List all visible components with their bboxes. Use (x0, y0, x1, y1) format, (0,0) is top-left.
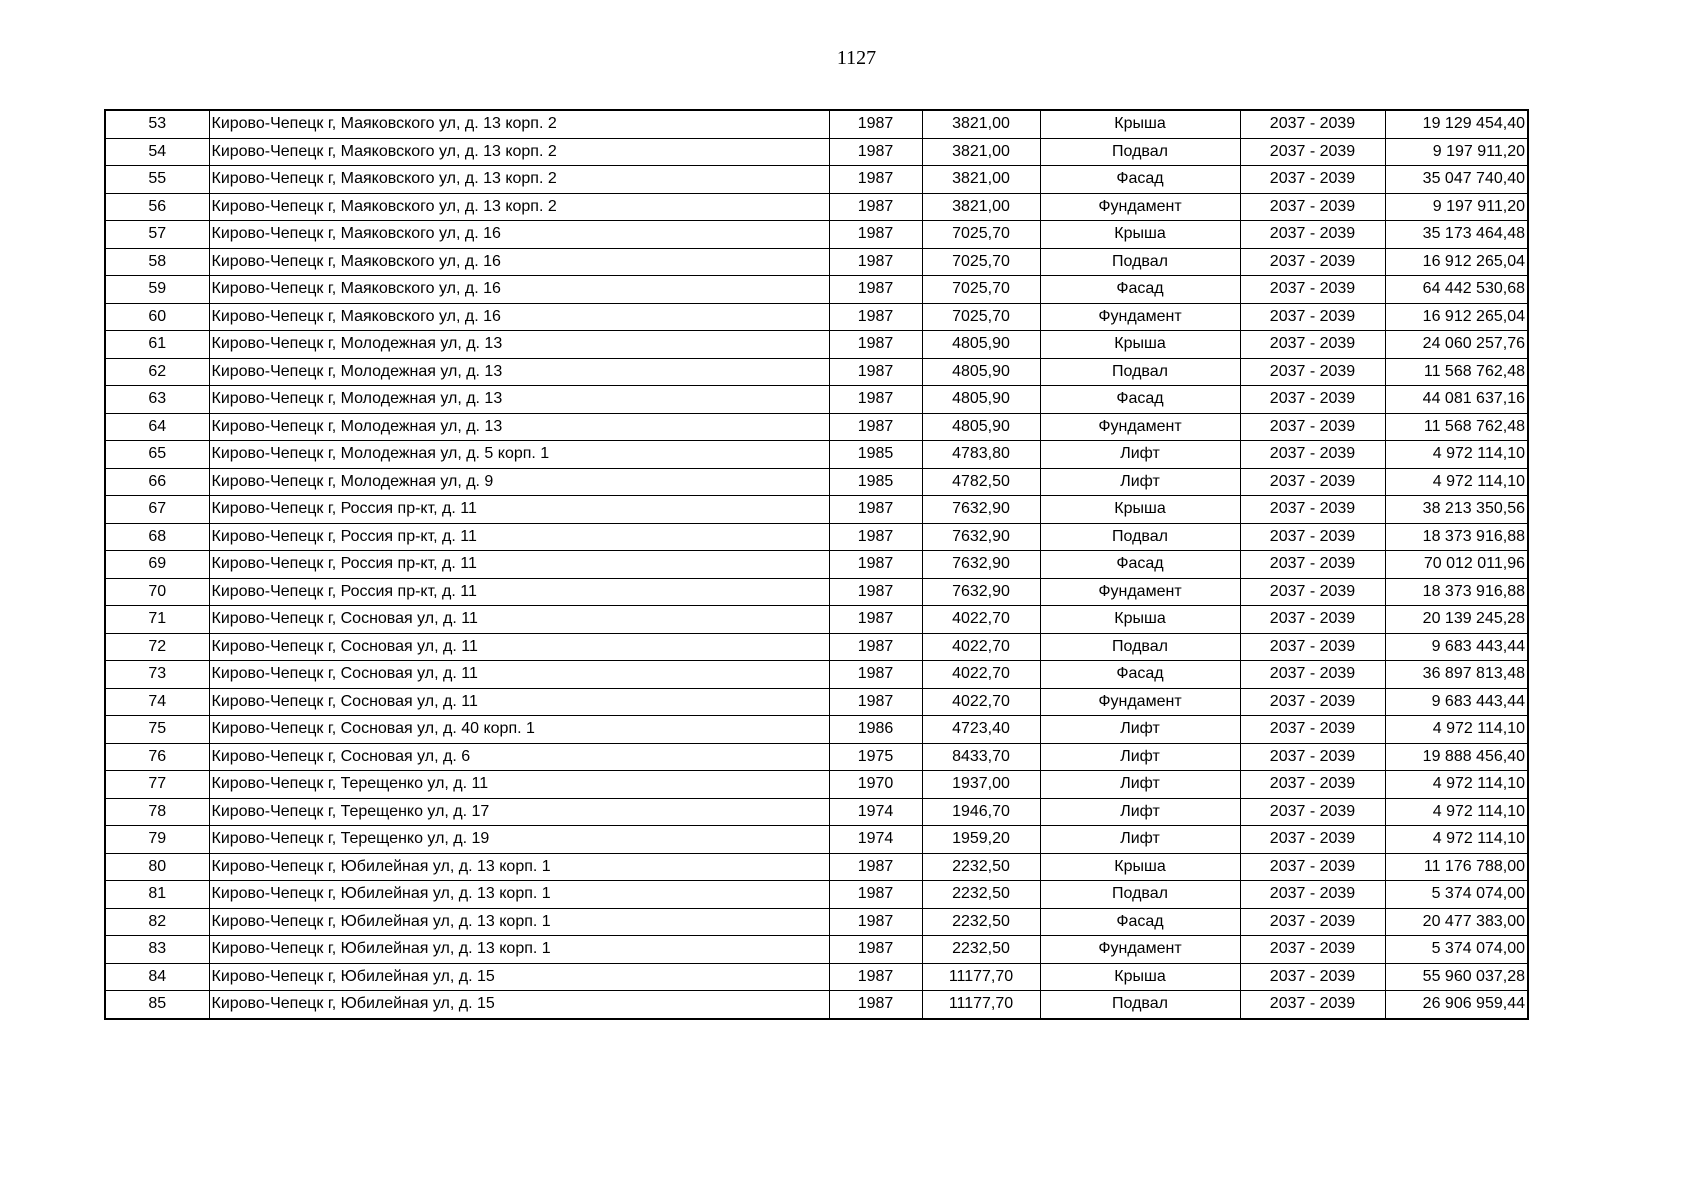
build-year-cell: 1970 (829, 771, 922, 799)
table-row (105, 248, 1528, 276)
build-year-cell: 1987 (829, 578, 922, 606)
row-number-cell: 57 (105, 221, 209, 249)
area-cell: 7632,90 (922, 551, 1040, 579)
area-cell: 3821,00 (922, 193, 1040, 221)
build-year-cell: 1987 (829, 386, 922, 414)
address-cell: Кирово-Чепецк г, Юбилейная ул, д. 15 (209, 963, 829, 991)
address-cell: Кирово-Чепецк г, Сосновая ул, д. 11 (209, 661, 829, 689)
table-row (105, 606, 1528, 634)
cost-cell: 64 442 530,68 (1385, 276, 1528, 304)
work-type-cell: Фасад (1040, 551, 1240, 579)
row-number-cell: 60 (105, 303, 209, 331)
table-row (105, 221, 1528, 249)
cost-cell: 11 176 788,00 (1385, 853, 1528, 881)
address-cell: Кирово-Чепецк г, Сосновая ул, д. 6 (209, 743, 829, 771)
cost-cell: 4 972 114,10 (1385, 771, 1528, 799)
cost-cell: 5 374 074,00 (1385, 881, 1528, 909)
address-cell: Кирово-Чепецк г, Юбилейная ул, д. 15 (209, 991, 829, 1019)
build-year-cell: 1987 (829, 523, 922, 551)
address-cell: Кирово-Чепецк г, Маяковского ул, д. 13 корп. 2 (209, 166, 829, 194)
work-type-cell: Крыша (1040, 331, 1240, 359)
table-row (105, 991, 1528, 1019)
cost-cell: 70 012 011,96 (1385, 551, 1528, 579)
build-year-cell: 1987 (829, 193, 922, 221)
row-number-cell: 83 (105, 936, 209, 964)
area-cell: 7025,70 (922, 248, 1040, 276)
build-year-cell: 1987 (829, 166, 922, 194)
table-row (105, 496, 1528, 524)
area-cell: 4723,40 (922, 716, 1040, 744)
row-number-cell: 81 (105, 881, 209, 909)
table-row (105, 276, 1528, 304)
work-type-cell: Подвал (1040, 633, 1240, 661)
address-cell: Кирово-Чепецк г, Юбилейная ул, д. 13 корп. 1 (209, 881, 829, 909)
row-number-cell: 65 (105, 441, 209, 469)
table-row (105, 413, 1528, 441)
area-cell: 8433,70 (922, 743, 1040, 771)
table-row (105, 138, 1528, 166)
row-number-cell: 75 (105, 716, 209, 744)
area-cell: 3821,00 (922, 110, 1040, 138)
area-cell: 4022,70 (922, 661, 1040, 689)
table-row (105, 523, 1528, 551)
work-type-cell: Крыша (1040, 606, 1240, 634)
address-cell: Кирово-Чепецк г, Россия пр-кт, д. 11 (209, 578, 829, 606)
period-cell: 2037 - 2039 (1240, 386, 1385, 414)
area-cell: 4783,80 (922, 441, 1040, 469)
cost-cell: 19 888 456,40 (1385, 743, 1528, 771)
period-cell: 2037 - 2039 (1240, 771, 1385, 799)
work-type-cell: Лифт (1040, 743, 1240, 771)
build-year-cell: 1987 (829, 633, 922, 661)
table-row (105, 826, 1528, 854)
cost-cell: 26 906 959,44 (1385, 991, 1528, 1019)
period-cell: 2037 - 2039 (1240, 166, 1385, 194)
period-cell: 2037 - 2039 (1240, 523, 1385, 551)
build-year-cell: 1987 (829, 331, 922, 359)
row-number-cell: 63 (105, 386, 209, 414)
build-year-cell: 1987 (829, 551, 922, 579)
work-type-cell: Фасад (1040, 166, 1240, 194)
period-cell: 2037 - 2039 (1240, 688, 1385, 716)
period-cell: 2037 - 2039 (1240, 193, 1385, 221)
address-cell: Кирово-Чепецк г, Терещенко ул, д. 11 (209, 771, 829, 799)
address-cell: Кирово-Чепецк г, Россия пр-кт, д. 11 (209, 551, 829, 579)
area-cell: 4805,90 (922, 331, 1040, 359)
cost-cell: 9 683 443,44 (1385, 688, 1528, 716)
work-type-cell: Фундамент (1040, 413, 1240, 441)
period-cell: 2037 - 2039 (1240, 936, 1385, 964)
build-year-cell: 1987 (829, 358, 922, 386)
area-cell: 7025,70 (922, 276, 1040, 304)
period-cell: 2037 - 2039 (1240, 221, 1385, 249)
cost-cell: 20 139 245,28 (1385, 606, 1528, 634)
table-row (105, 853, 1528, 881)
row-number-cell: 73 (105, 661, 209, 689)
table-row (105, 881, 1528, 909)
build-year-cell: 1987 (829, 606, 922, 634)
cost-cell: 18 373 916,88 (1385, 523, 1528, 551)
area-cell: 2232,50 (922, 936, 1040, 964)
work-type-cell: Фундамент (1040, 303, 1240, 331)
area-cell: 7025,70 (922, 221, 1040, 249)
build-year-cell: 1987 (829, 881, 922, 909)
address-cell: Кирово-Чепецк г, Маяковского ул, д. 13 корп. 2 (209, 193, 829, 221)
build-year-cell: 1987 (829, 248, 922, 276)
row-number-cell: 68 (105, 523, 209, 551)
area-cell: 2232,50 (922, 853, 1040, 881)
area-cell: 2232,50 (922, 881, 1040, 909)
row-number-cell: 58 (105, 248, 209, 276)
work-type-cell: Фундамент (1040, 688, 1240, 716)
address-cell: Кирово-Чепецк г, Россия пр-кт, д. 11 (209, 496, 829, 524)
build-year-cell: 1974 (829, 826, 922, 854)
period-cell: 2037 - 2039 (1240, 606, 1385, 634)
work-type-cell: Лифт (1040, 798, 1240, 826)
area-cell: 1946,70 (922, 798, 1040, 826)
address-cell: Кирово-Чепецк г, Терещенко ул, д. 17 (209, 798, 829, 826)
build-year-cell: 1974 (829, 798, 922, 826)
row-number-cell: 82 (105, 908, 209, 936)
address-cell: Кирово-Чепецк г, Молодежная ул, д. 13 (209, 331, 829, 359)
address-cell: Кирово-Чепецк г, Молодежная ул, д. 9 (209, 468, 829, 496)
address-cell: Кирово-Чепецк г, Терещенко ул, д. 19 (209, 826, 829, 854)
area-cell: 1937,00 (922, 771, 1040, 799)
address-cell: Кирово-Чепецк г, Маяковского ул, д. 16 (209, 248, 829, 276)
address-cell: Кирово-Чепецк г, Юбилейная ул, д. 13 корп. 1 (209, 908, 829, 936)
area-cell: 11177,70 (922, 991, 1040, 1019)
row-number-cell: 62 (105, 358, 209, 386)
cost-cell: 5 374 074,00 (1385, 936, 1528, 964)
build-year-cell: 1987 (829, 221, 922, 249)
period-cell: 2037 - 2039 (1240, 578, 1385, 606)
work-type-cell: Крыша (1040, 110, 1240, 138)
row-number-cell: 66 (105, 468, 209, 496)
build-year-cell: 1987 (829, 853, 922, 881)
repair-schedule-table (104, 109, 1529, 1020)
row-number-cell: 70 (105, 578, 209, 606)
row-number-cell: 56 (105, 193, 209, 221)
build-year-cell: 1987 (829, 496, 922, 524)
address-cell: Кирово-Чепецк г, Маяковского ул, д. 16 (209, 276, 829, 304)
work-type-cell: Лифт (1040, 716, 1240, 744)
row-number-cell: 77 (105, 771, 209, 799)
row-number-cell: 54 (105, 138, 209, 166)
period-cell: 2037 - 2039 (1240, 441, 1385, 469)
table-row (105, 716, 1528, 744)
build-year-cell: 1985 (829, 441, 922, 469)
work-type-cell: Фундамент (1040, 936, 1240, 964)
cost-cell: 44 081 637,16 (1385, 386, 1528, 414)
row-number-cell: 78 (105, 798, 209, 826)
work-type-cell: Фундамент (1040, 193, 1240, 221)
period-cell: 2037 - 2039 (1240, 358, 1385, 386)
period-cell: 2037 - 2039 (1240, 110, 1385, 138)
table-row (105, 963, 1528, 991)
row-number-cell: 79 (105, 826, 209, 854)
cost-cell: 9 197 911,20 (1385, 138, 1528, 166)
page-number: 1127 (836, 47, 877, 69)
table-row (105, 303, 1528, 331)
work-type-cell: Подвал (1040, 358, 1240, 386)
cost-cell: 38 213 350,56 (1385, 496, 1528, 524)
build-year-cell: 1986 (829, 716, 922, 744)
cost-cell: 35 173 464,48 (1385, 221, 1528, 249)
area-cell: 3821,00 (922, 166, 1040, 194)
address-cell: Кирово-Чепецк г, Сосновая ул, д. 40 корп. 1 (209, 716, 829, 744)
work-type-cell: Крыша (1040, 496, 1240, 524)
table-body (105, 110, 1528, 1019)
work-type-cell: Фасад (1040, 661, 1240, 689)
address-cell: Кирово-Чепецк г, Молодежная ул, д. 13 (209, 386, 829, 414)
table-row (105, 633, 1528, 661)
table-row (105, 386, 1528, 414)
work-type-cell: Подвал (1040, 138, 1240, 166)
cost-cell: 16 912 265,04 (1385, 248, 1528, 276)
table-row (105, 661, 1528, 689)
build-year-cell: 1985 (829, 468, 922, 496)
period-cell: 2037 - 2039 (1240, 853, 1385, 881)
cost-cell: 4 972 114,10 (1385, 716, 1528, 744)
row-number-cell: 59 (105, 276, 209, 304)
address-cell: Кирово-Чепецк г, Маяковского ул, д. 13 корп. 2 (209, 138, 829, 166)
area-cell: 3821,00 (922, 138, 1040, 166)
table-row (105, 578, 1528, 606)
address-cell: Кирово-Чепецк г, Юбилейная ул, д. 13 корп. 1 (209, 936, 829, 964)
row-number-cell: 72 (105, 633, 209, 661)
area-cell: 11177,70 (922, 963, 1040, 991)
period-cell: 2037 - 2039 (1240, 303, 1385, 331)
build-year-cell: 1987 (829, 138, 922, 166)
address-cell: Кирово-Чепецк г, Юбилейная ул, д. 13 корп. 1 (209, 853, 829, 881)
cost-cell: 4 972 114,10 (1385, 468, 1528, 496)
table-row (105, 193, 1528, 221)
table-row (105, 771, 1528, 799)
work-type-cell: Крыша (1040, 221, 1240, 249)
area-cell: 7632,90 (922, 523, 1040, 551)
area-cell: 7632,90 (922, 578, 1040, 606)
table-row (105, 441, 1528, 469)
period-cell: 2037 - 2039 (1240, 798, 1385, 826)
work-type-cell: Подвал (1040, 991, 1240, 1019)
area-cell: 4805,90 (922, 413, 1040, 441)
period-cell: 2037 - 2039 (1240, 331, 1385, 359)
table-row (105, 468, 1528, 496)
table-row (105, 551, 1528, 579)
address-cell: Кирово-Чепецк г, Сосновая ул, д. 11 (209, 688, 829, 716)
period-cell: 2037 - 2039 (1240, 881, 1385, 909)
row-number-cell: 55 (105, 166, 209, 194)
area-cell: 4805,90 (922, 358, 1040, 386)
period-cell: 2037 - 2039 (1240, 138, 1385, 166)
cost-cell: 4 972 114,10 (1385, 798, 1528, 826)
table-row (105, 908, 1528, 936)
period-cell: 2037 - 2039 (1240, 743, 1385, 771)
address-cell: Кирово-Чепецк г, Россия пр-кт, д. 11 (209, 523, 829, 551)
table-row (105, 936, 1528, 964)
address-cell: Кирово-Чепецк г, Сосновая ул, д. 11 (209, 633, 829, 661)
address-cell: Кирово-Чепецк г, Молодежная ул, д. 13 (209, 358, 829, 386)
period-cell: 2037 - 2039 (1240, 276, 1385, 304)
work-type-cell: Фундамент (1040, 578, 1240, 606)
row-number-cell: 53 (105, 110, 209, 138)
table-row (105, 743, 1528, 771)
work-type-cell: Подвал (1040, 523, 1240, 551)
cost-cell: 24 060 257,76 (1385, 331, 1528, 359)
cost-cell: 4 972 114,10 (1385, 826, 1528, 854)
cost-cell: 20 477 383,00 (1385, 908, 1528, 936)
address-cell: Кирово-Чепецк г, Маяковского ул, д. 13 корп. 2 (209, 110, 829, 138)
build-year-cell: 1987 (829, 303, 922, 331)
build-year-cell: 1987 (829, 908, 922, 936)
cost-cell: 19 129 454,40 (1385, 110, 1528, 138)
build-year-cell: 1987 (829, 661, 922, 689)
row-number-cell: 67 (105, 496, 209, 524)
work-type-cell: Фасад (1040, 386, 1240, 414)
period-cell: 2037 - 2039 (1240, 991, 1385, 1019)
row-number-cell: 69 (105, 551, 209, 579)
build-year-cell: 1987 (829, 963, 922, 991)
period-cell: 2037 - 2039 (1240, 468, 1385, 496)
cost-cell: 55 960 037,28 (1385, 963, 1528, 991)
cost-cell: 4 972 114,10 (1385, 441, 1528, 469)
period-cell: 2037 - 2039 (1240, 963, 1385, 991)
work-type-cell: Фасад (1040, 908, 1240, 936)
period-cell: 2037 - 2039 (1240, 633, 1385, 661)
row-number-cell: 71 (105, 606, 209, 634)
cost-cell: 18 373 916,88 (1385, 578, 1528, 606)
period-cell: 2037 - 2039 (1240, 661, 1385, 689)
build-year-cell: 1975 (829, 743, 922, 771)
period-cell: 2037 - 2039 (1240, 826, 1385, 854)
address-cell: Кирово-Чепецк г, Молодежная ул, д. 5 корп. 1 (209, 441, 829, 469)
area-cell: 4022,70 (922, 606, 1040, 634)
build-year-cell: 1987 (829, 688, 922, 716)
row-number-cell: 74 (105, 688, 209, 716)
cost-cell: 9 683 443,44 (1385, 633, 1528, 661)
row-number-cell: 76 (105, 743, 209, 771)
address-cell: Кирово-Чепецк г, Молодежная ул, д. 13 (209, 413, 829, 441)
period-cell: 2037 - 2039 (1240, 413, 1385, 441)
work-type-cell: Лифт (1040, 441, 1240, 469)
area-cell: 4022,70 (922, 633, 1040, 661)
cost-cell: 11 568 762,48 (1385, 413, 1528, 441)
work-type-cell: Крыша (1040, 853, 1240, 881)
address-cell: Кирово-Чепецк г, Маяковского ул, д. 16 (209, 221, 829, 249)
work-type-cell: Лифт (1040, 468, 1240, 496)
cost-cell: 35 047 740,40 (1385, 166, 1528, 194)
period-cell: 2037 - 2039 (1240, 496, 1385, 524)
area-cell: 1959,20 (922, 826, 1040, 854)
cost-cell: 16 912 265,04 (1385, 303, 1528, 331)
table-row (105, 358, 1528, 386)
area-cell: 4782,50 (922, 468, 1040, 496)
period-cell: 2037 - 2039 (1240, 551, 1385, 579)
cost-cell: 11 568 762,48 (1385, 358, 1528, 386)
table-row (105, 166, 1528, 194)
address-cell: Кирово-Чепецк г, Сосновая ул, д. 11 (209, 606, 829, 634)
work-type-cell: Фасад (1040, 276, 1240, 304)
area-cell: 2232,50 (922, 908, 1040, 936)
period-cell: 2037 - 2039 (1240, 248, 1385, 276)
row-number-cell: 84 (105, 963, 209, 991)
build-year-cell: 1987 (829, 936, 922, 964)
area-cell: 4022,70 (922, 688, 1040, 716)
work-type-cell: Крыша (1040, 963, 1240, 991)
build-year-cell: 1987 (829, 276, 922, 304)
row-number-cell: 80 (105, 853, 209, 881)
build-year-cell: 1987 (829, 991, 922, 1019)
row-number-cell: 64 (105, 413, 209, 441)
table-row (105, 110, 1528, 138)
area-cell: 7632,90 (922, 496, 1040, 524)
cost-cell: 36 897 813,48 (1385, 661, 1528, 689)
table-row (105, 688, 1528, 716)
work-type-cell: Лифт (1040, 826, 1240, 854)
work-type-cell: Лифт (1040, 771, 1240, 799)
cost-cell: 9 197 911,20 (1385, 193, 1528, 221)
address-cell: Кирово-Чепецк г, Маяковского ул, д. 16 (209, 303, 829, 331)
area-cell: 4805,90 (922, 386, 1040, 414)
period-cell: 2037 - 2039 (1240, 716, 1385, 744)
row-number-cell: 85 (105, 991, 209, 1019)
area-cell: 7025,70 (922, 303, 1040, 331)
work-type-cell: Подвал (1040, 248, 1240, 276)
work-type-cell: Подвал (1040, 881, 1240, 909)
table-row (105, 798, 1528, 826)
build-year-cell: 1987 (829, 110, 922, 138)
row-number-cell: 61 (105, 331, 209, 359)
period-cell: 2037 - 2039 (1240, 908, 1385, 936)
table-row (105, 331, 1528, 359)
build-year-cell: 1987 (829, 413, 922, 441)
